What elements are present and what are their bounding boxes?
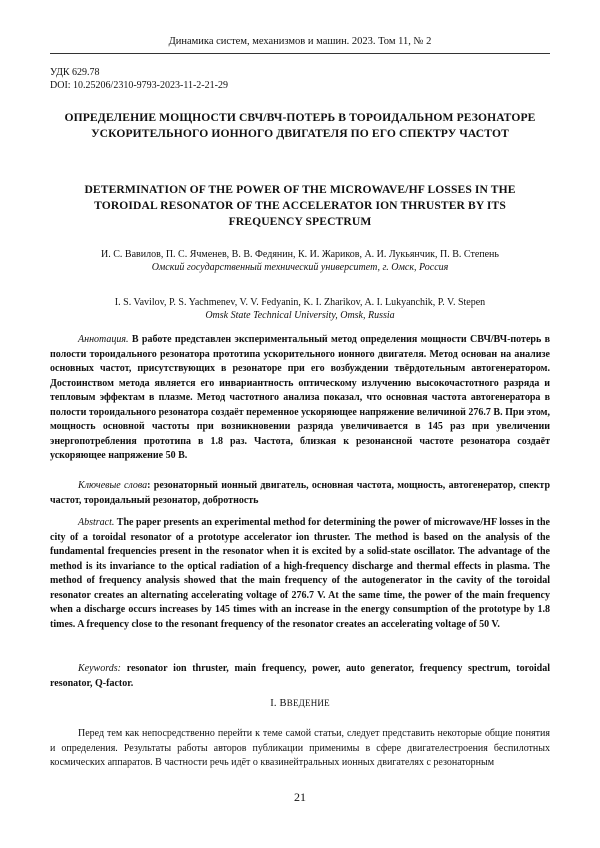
intro-paragraph [50,727,550,771]
title-russian: ОПРЕДЕЛЕНИЕ МОЩНОСТИ СВЧ/ВЧ-ПОТЕРЬ В ТОРОИДАЛЬНОМ РЕЗОНАТОРЕ УСКОРИТЕЛЬНОГО ИОННОГО ДВИГАТЕЛЯ ПО ЕГО СПЕКТРУ ЧАСТОТ [64,111,536,140]
keywords-english [50,662,550,691]
affiliation-russian: Омский государственный технический университет, г. Омск, Россия [151,262,449,273]
section-number: I. [270,698,277,709]
journal-header: Динамика систем, механизмов и машин. 2023. Том 11, № 2 [168,36,432,47]
section-title-initial: В [279,698,287,709]
abstract-russian [50,333,550,464]
page-number: 21 [294,790,306,804]
abstract-english-text: The paper presents an experimental method for determining the power of microwave/HF losses in the city of a toroidal resonator of a prototype accelerator ion thruster. The method is based on the analysis of the fundamental frequencies present in the resonator when it is excited by a solid-state oscillator. The advantage of the method is its invariance to the optical radiation of a high-frequency discharge and thermal effects in plasma. The method of frequency analysis showed that the main frequency of the autogenerator in the cavity of the toroidal resonator creates an alternating accelerating voltage of 276.7 V. At the same time, the power of the main frequency when a discharge occurs increases by 145 times with an increase in the energy consumption of the prototype by 1.8 times. A frequency close to the resonant frequency of the resonator creates an accelerating voltage of 50 V. [50,517,550,630]
abstract-english [50,516,550,632]
authors-english-block [50,296,550,322]
udk-code: УДК 629.78 [50,67,100,78]
section-title-rest: ВЕДЕНИЕ [286,698,330,708]
intro-text: Перед тем как непосредственно перейти к теме самой статьи, следует представить некоторые общие понятия и определения. Результаты работы авторов публикации применимы в сфере двигателестроения беспилотных космических аппаратов. В частности речь идёт о квазинейтральных ионных двигателях с резонаторным [50,728,550,768]
authors-russian-block [50,248,550,274]
title-english: DETERMINATION OF THE POWER OF THE MICROWAVE/HF LOSSES IN THE TOROIDAL RESONATOR OF THE ACCELERATOR ION THRUSTER BY ITS FREQUENCY SPECTRUM [84,183,516,228]
doi: DOI: 10.25206/2310-9793-2023-11-2-21-29 [50,80,228,91]
article-meta [50,66,228,92]
authors-russian: И. С. Вавилов, П. С. Ячменев, В. В. Федянин, К. И. Жариков, А. И. Лукьянчик, П. В. Степень [101,249,499,260]
keywords-russian-lead: Ключевые слова [78,480,148,491]
section-heading [50,698,550,709]
abstract-russian-lead: Аннотация. [78,334,129,345]
keywords-russian-text: : резонаторный ионный двигатель, основная частота, мощность, автогенератор, спектр частот, тороидальный резонатор, добротность [50,480,551,506]
keywords-russian [50,479,550,508]
abstract-russian-text: В работе представлен экспериментальный метод определения мощности СВЧ/ВЧ-потерь в полости тороидального резонатора прототипа ускорительного ионного двигателя. Метод основан на анализе основных частот, присутствующих в резонаторе при его возбуждении твёрдотельным автогенератором. Достоинством метода является его инвариантность оптическому излучению высокочастотного разряда и тепловым эффектам в плазме. Метод частотного анализа показал, что основная частота автогенератора в полости тороидального резонатора создаёт переменное ускоряющее напряжение величиной 276.7 В. При этом, мощность основной частоты при возникновении разряда увеличивается в 145 раз при увеличении энергопотребления прототипа в 1.8 раз. Частота, близкая к резонансной частоте резонатора создаёт ускоряющее напряжение 50 В. [50,334,550,461]
header-divider [50,53,550,54]
abstract-english-lead: Abstract. [78,517,115,528]
keywords-english-text: resonator ion thruster, main frequency, power, auto generator, frequency spectrum, toroidal resonator, Q-factor. [50,663,550,689]
authors-english: I. S. Vavilov, P. S. Yachmenev, V. V. Fedyanin, K. I. Zharikov, A. I. Lukyanchik, P. V. Stepen [114,297,486,308]
affiliation-english: Omsk State Technical University, Omsk, Russia [205,310,395,321]
keywords-english-lead: Keywords: [78,663,121,674]
